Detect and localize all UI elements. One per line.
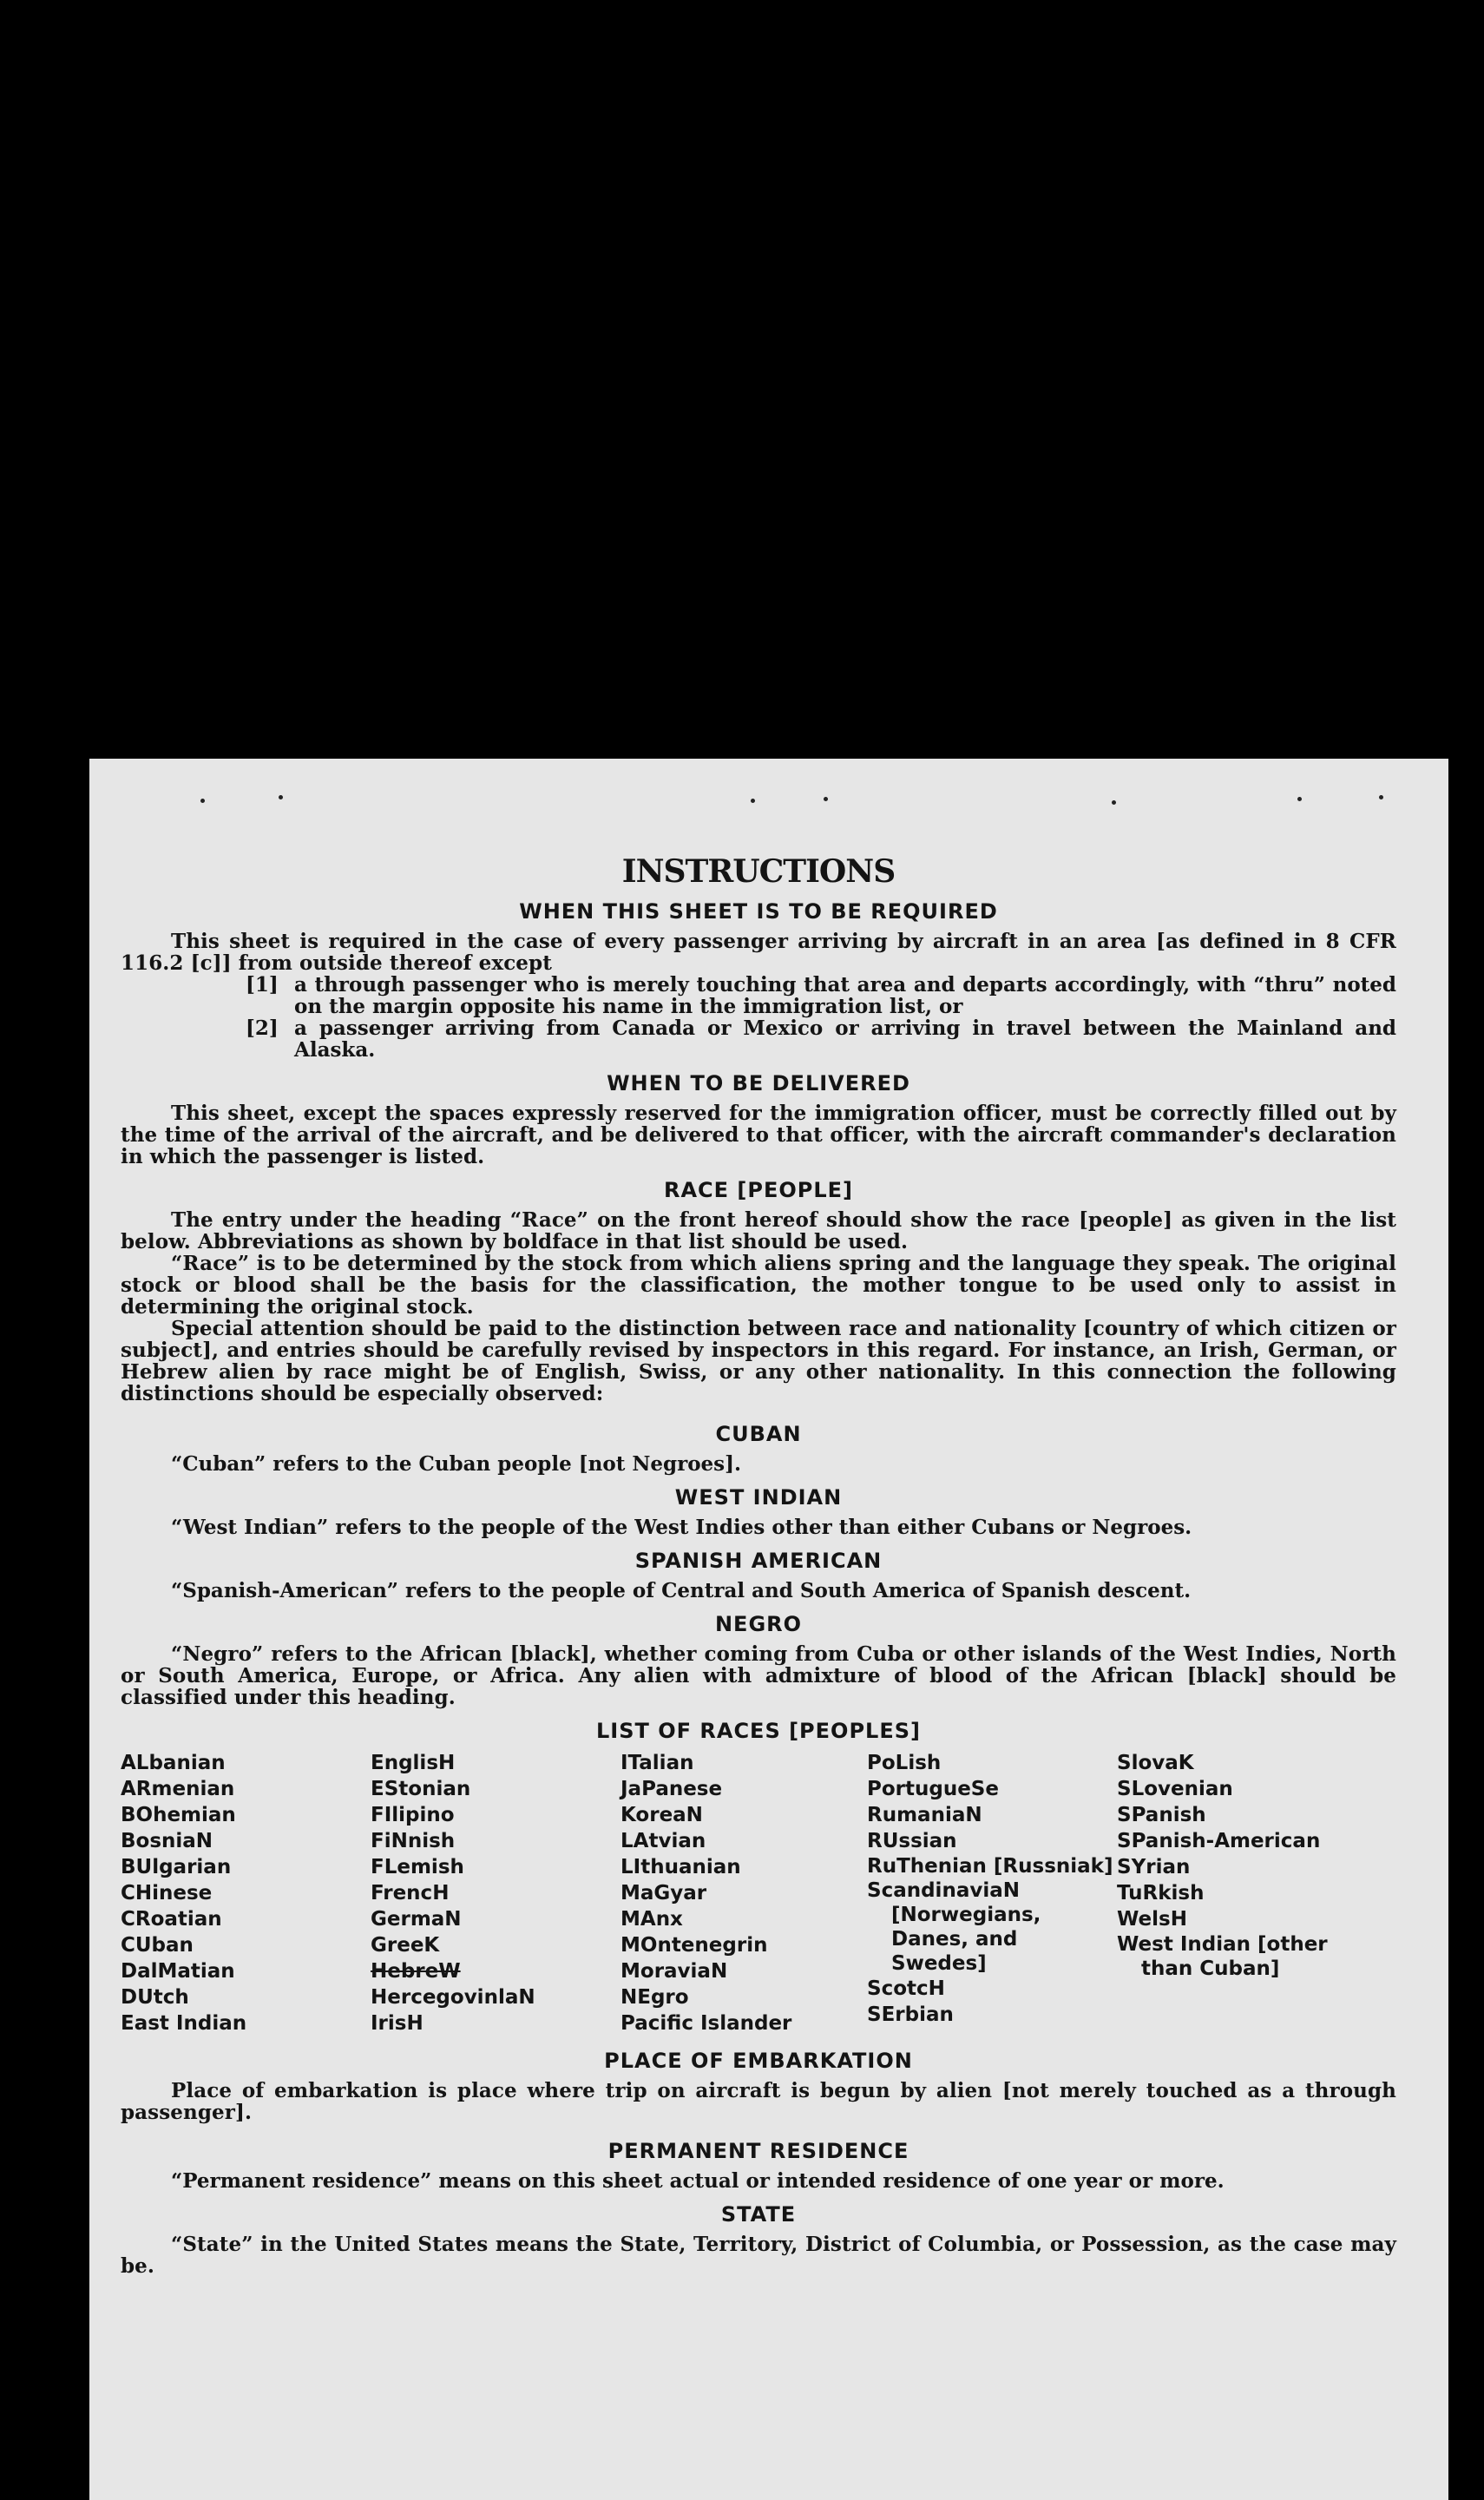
heading-west-indian: WEST INDIAN bbox=[674, 1485, 843, 1510]
race-item: GermaN bbox=[371, 1908, 462, 1931]
race-item: ARmenian bbox=[121, 1778, 235, 1800]
race-item: MoraviaN bbox=[621, 1960, 728, 1983]
race-item: MOntenegrin bbox=[621, 1934, 768, 1957]
race-item: LIthuanian bbox=[621, 1856, 741, 1878]
race-item: ALbanian bbox=[121, 1752, 226, 1774]
race-item: GreeK bbox=[371, 1934, 440, 1957]
instruction-sheet bbox=[89, 759, 1448, 2500]
embarkation-text: Place of embarkation is place where trip on aircraft is begun by alien [not merely touched as a through passenger]. bbox=[121, 2079, 1396, 2124]
race-item: IrisH bbox=[371, 2012, 424, 2035]
spanish-american-text: “Spanish-American” refers to the people of Central and South America of Spanish descent. bbox=[171, 1579, 1192, 1602]
race-item: LAtvian bbox=[621, 1830, 706, 1852]
race-item: PortugueSe bbox=[867, 1778, 999, 1800]
races-column-2 bbox=[371, 1750, 621, 2036]
race-item: SPanish bbox=[1117, 1804, 1206, 1826]
races-column-3 bbox=[621, 1750, 867, 2036]
race-item: WelsH bbox=[1117, 1908, 1187, 1931]
race-item: BUlgarian bbox=[121, 1856, 232, 1878]
heading-list-of-races: LIST OF RACES [PEOPLES] bbox=[596, 1719, 921, 1743]
heading-negro: NEGRO bbox=[714, 1612, 803, 1636]
race-item: EStonian bbox=[371, 1778, 471, 1800]
heading-race: RACE [PEOPLE] bbox=[663, 1178, 854, 1202]
race-item: KoreaN bbox=[621, 1804, 703, 1826]
race-item: DalMatian bbox=[121, 1960, 235, 1983]
race-item: West Indian [other than Cuban] bbox=[1117, 1933, 1328, 1980]
race-item: MAnx bbox=[621, 1908, 683, 1931]
race-item: CRoatian bbox=[121, 1908, 222, 1931]
race-item: FIlipino bbox=[371, 1804, 455, 1826]
race-item: RumaniaN bbox=[867, 1804, 982, 1826]
heading-cuban: CUBAN bbox=[715, 1422, 802, 1446]
race-item: JaPanese bbox=[621, 1778, 723, 1800]
permanent-residence-text: “Permanent residence” means on this sheet actual or intended residence of one year or more. bbox=[171, 2169, 1225, 2193]
when-delivered-text: This sheet, except the spaces expressly reserved for the immigration officer, must be correctly filled out by the time of the arrival of the aircraft, and be delivered to that officer, with the aircraft commander's declaration in which the passenger is listed. bbox=[121, 1102, 1396, 1168]
race-item: PoLish bbox=[867, 1752, 942, 1774]
race-item: FrencH bbox=[371, 1882, 450, 1905]
race-item: FLemish bbox=[371, 1856, 464, 1878]
race-paragraph-3: Special attention should be paid to the distinction between race and nationality [country of which citizen or subject], and entries should be carefully revised by inspectors in this regard. For instance, an Irish, German, or Hebrew alien by race might be of English, Swiss, or any other nationality. In this connection the following distinctions should be especially observed: bbox=[121, 1317, 1396, 1405]
when-required-item-2: [2] a passenger arriving from Canada or Mexico or arriving in travel between the Mainland and Alaska. bbox=[246, 1016, 1396, 1062]
race-item: MaGyar bbox=[621, 1882, 707, 1905]
race-item: TuRkish bbox=[1117, 1882, 1205, 1905]
race-item: RuThenian [Russniak] bbox=[867, 1855, 1113, 1878]
races-column-5 bbox=[1117, 1750, 1377, 2036]
race-item: RUssian bbox=[867, 1830, 957, 1852]
race-item: ITalian bbox=[621, 1752, 694, 1774]
heading-spanish-american: SPANISH AMERICAN bbox=[634, 1549, 883, 1573]
race-item: CUban bbox=[121, 1934, 194, 1957]
race-item: HercegovinlaN bbox=[371, 1986, 535, 2009]
race-item: ScotcH bbox=[867, 1977, 945, 2000]
races-column-1 bbox=[121, 1750, 371, 2036]
page-title: INSTRUCTIONS bbox=[621, 853, 896, 890]
race-item: EnglisH bbox=[371, 1752, 456, 1774]
race-item: DUtch bbox=[121, 1986, 189, 2009]
cuban-text: “Cuban” refers to the Cuban people [not Negroes]. bbox=[171, 1452, 742, 1476]
heading-embarkation: PLACE OF EMBARKATION bbox=[604, 2049, 913, 2073]
race-item: CHinese bbox=[121, 1882, 213, 1905]
race-item: BOhemian bbox=[121, 1804, 236, 1826]
races-column-4 bbox=[867, 1750, 1117, 2036]
top-punch-marks bbox=[89, 792, 1448, 809]
race-item: FiNnish bbox=[371, 1830, 456, 1852]
heading-permanent-residence: PERMANENT RESIDENCE bbox=[607, 2139, 909, 2163]
race-item: SErbian bbox=[867, 2003, 954, 2026]
heading-state: STATE bbox=[720, 2202, 797, 2227]
race-paragraph-2: “Race” is to be determined by the stock from which aliens spring and the language they speak. The original stock or blood shall be the basis for the classification, the mother tongue to be used only to assist in determining the original stock. bbox=[121, 1252, 1396, 1319]
race-item: SYrian bbox=[1117, 1856, 1191, 1878]
race-paragraph-1: The entry under the heading “Race” on the front hereof should show the race [people] as given in the list below. Abbreviations as shown by boldface in that list should be used. bbox=[121, 1208, 1396, 1253]
instructions-content bbox=[121, 854, 1396, 2277]
when-required-item-1: [1] a through passenger who is merely touching that area and departs accordingly, with “thru” noted on the margin opposite his name in the immigration list, or bbox=[246, 973, 1396, 1018]
races-list bbox=[121, 1750, 1396, 2036]
state-text: “State” in the United States means the State, Territory, District of Columbia, or Possession, as the case may be. bbox=[121, 2233, 1396, 2278]
negro-text: “Negro” refers to the African [black], whether coming from Cuba or other islands of the West Indies, North or South America, Europe, or Africa. Any alien with admixture of blood of the African [black] should be classified under this heading. bbox=[121, 1642, 1396, 1709]
race-item: SLovenian bbox=[1117, 1778, 1233, 1800]
race-item: NEgro bbox=[621, 1986, 689, 2009]
race-item: ScandinaviaN [Norwegians, Danes, and Swedes] bbox=[867, 1879, 1041, 1975]
race-item: SlovaK bbox=[1117, 1752, 1194, 1774]
west-indian-text: “West Indian” refers to the people of the West Indies other than either Cubans or Negroes. bbox=[171, 1516, 1192, 1539]
race-item: East Indian bbox=[121, 2012, 247, 2035]
when-required-intro: This sheet is required in the case of every passenger arriving by aircraft in an area [as defined in 8 CFR 116.2 [c]] from outside thereof except bbox=[121, 930, 1396, 975]
race-item: Pacific Islander bbox=[621, 2012, 792, 2035]
race-item: SPanish-American bbox=[1117, 1830, 1321, 1852]
race-item-struck: HebreW bbox=[371, 1960, 461, 1983]
heading-when-delivered: WHEN TO BE DELIVERED bbox=[607, 1071, 910, 1095]
heading-when-required: WHEN THIS SHEET IS TO BE REQUIRED bbox=[519, 899, 998, 924]
race-item: BosniaN bbox=[121, 1830, 213, 1852]
